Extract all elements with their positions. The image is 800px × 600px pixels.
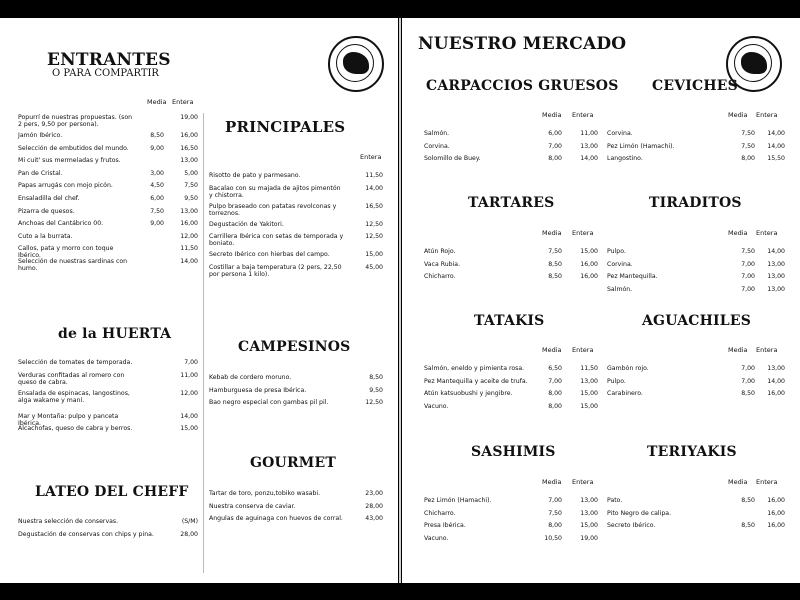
menu-item-price-entera: 15,00 [580, 522, 598, 530]
menu-item-row [424, 522, 599, 535]
section-title-aguachiles: AGUACHILES [642, 313, 752, 329]
gourmet-list [209, 490, 384, 528]
menu-item-name: Corvina. [607, 260, 633, 268]
menu-item-price-entera: 16,00 [180, 132, 198, 139]
menu-item-price-media: 8,50 [548, 260, 562, 268]
column-header-media: Media [728, 229, 748, 237]
menu-item-price: (S/M) [181, 518, 198, 525]
menu-item-name: Gambón rojo. [607, 365, 649, 372]
menu-item-name: Pulpo. [607, 377, 626, 385]
menu-item-row [209, 503, 384, 516]
menu-item-name: Degustación de conservas con chips y pina. [18, 530, 154, 538]
menu-item-price-entera: 13,00 [580, 497, 598, 504]
menu-item-name: Cuto a la burrata. [18, 232, 73, 240]
menu-item-price: 45,00 [365, 263, 383, 271]
menu-item-price-media: 8,00 [741, 155, 755, 163]
menu-item-name: Pez Mantequilla. [607, 273, 658, 281]
menu-item-price-entera: 11,50 [180, 245, 198, 253]
menu-item-name: Atún katsuobushi y jengibre. [424, 390, 513, 398]
menu-item-name: Vacuno. [424, 402, 449, 410]
menu-item-price-media: 7,50 [150, 207, 164, 215]
menu-item-row [607, 522, 785, 535]
section-title-principales: PRINCIPALES [225, 118, 346, 136]
menu-item-name: Pizarra de quesos. [18, 207, 75, 215]
menu-item-name: Chicharro. [424, 509, 456, 517]
menu-item-row [18, 170, 198, 183]
menu-item-price-media: 7,50 [741, 142, 755, 150]
menu-item-price-media: 7,50 [548, 509, 562, 517]
menu-item-price-entera: 16,50 [180, 144, 198, 152]
menu-item-row [18, 220, 198, 233]
column-header-entera: Entera [756, 478, 778, 486]
menu-item-name: Risotto de pato y parmesano. [209, 172, 301, 179]
menu-item-price-entera: 14,00 [767, 130, 785, 137]
menu-item-row [18, 233, 198, 246]
menu-item-price-media: 7,00 [741, 273, 755, 281]
menu-item-price-media: 6,00 [548, 130, 562, 137]
section-title-ceviches: CEVICHES [652, 78, 738, 94]
menu-item-name: Salmón, eneldo y pimienta rosa. [424, 365, 525, 372]
menu-item-price: 9,50 [369, 386, 383, 394]
menu-item-price-entera: 14,00 [580, 155, 598, 163]
menu-item-row [607, 378, 785, 391]
menu-item-name: Pulpo braseado con patatas revolconas y torreznos. [209, 202, 337, 217]
section-title-tartares: TARTARES [468, 195, 555, 211]
column-header-entera: Entera [572, 111, 594, 119]
menu-item-row [209, 185, 384, 203]
menu-item-row [209, 399, 384, 412]
menu-item-price-media: 8,50 [548, 273, 562, 281]
menu-item-price-media: 8,50 [741, 497, 755, 504]
menu-item-price-media: 8,00 [548, 522, 562, 530]
entrantes-list [18, 114, 198, 271]
menu-item-row [424, 390, 599, 403]
campesinos-list [209, 374, 384, 412]
column-header-media: Media [147, 98, 167, 106]
page-fold [399, 18, 401, 583]
menu-item-row [18, 208, 198, 221]
menu-item-price-media: 8,50 [741, 522, 755, 530]
menu-item-name: Corvina. [424, 142, 450, 150]
menu-item-price: 15,00 [180, 425, 198, 433]
menu-item-price-media: 7,00 [548, 142, 562, 150]
menu-item-name: Corvina. [607, 130, 633, 137]
menu-item-name: Papas arrugás con mojo picón. [18, 182, 113, 190]
section-title-tatakis: TATAKIS [474, 313, 545, 329]
menu-item-row [209, 251, 384, 264]
menu-item-price-entera: 14,00 [767, 142, 785, 150]
menu-item-price: 28,00 [180, 530, 198, 538]
menu-item-row [424, 273, 599, 286]
column-header-entera: Entera [172, 98, 194, 106]
menu-item-row [607, 143, 785, 156]
menu-item-name: Pez Limón (Hamachi). [424, 497, 492, 504]
menu-item-price-media: 9,00 [150, 220, 164, 228]
menu-item-price-media: 8,50 [150, 132, 164, 139]
menu-item-row [18, 182, 198, 195]
menu-item-row [607, 365, 785, 378]
menu-item-price-entera: 14,00 [767, 377, 785, 385]
menu-item-name: Degustación de Yakitori. [209, 220, 284, 228]
menu-item-row [209, 172, 384, 185]
menu-item-name: Mi cuit' sus mermeladas y frutos. [18, 157, 121, 165]
menu-item-name: Vacuno. [424, 534, 449, 542]
menu-item-row [607, 273, 785, 286]
menu-item-price-media: 7,00 [741, 260, 755, 268]
menu-item-name: Nuestra selección de conservas. [18, 518, 119, 525]
menu-item-row [18, 157, 198, 170]
menu-item-name: Salmón. [424, 130, 450, 137]
column-divider [203, 113, 204, 573]
tartares-list [424, 248, 599, 286]
menu-item-price-entera: 16,00 [767, 509, 785, 517]
menu-item-price-entera: 13,00 [180, 207, 198, 215]
menu-item-price-media: 7,00 [548, 497, 562, 504]
menu-item-name: Presa Ibérica. [424, 522, 466, 530]
menu-item-price-entera: 14,00 [767, 248, 785, 255]
menu-item-price-media: 7,50 [741, 130, 755, 137]
menu-item-row [18, 258, 198, 271]
menu-item-row [18, 413, 198, 426]
menu-item-name: Secreto Ibérico con hierbas del campo. [209, 251, 330, 259]
menu-item-row [209, 203, 384, 221]
menu-item-price: 12,00 [180, 389, 198, 397]
menu-item-price-media: 7,00 [548, 377, 562, 385]
menu-item-row [424, 510, 599, 523]
section-subtitle-entrantes: O PARA COMPARTIR [52, 68, 159, 79]
menu-item-price-entera: 16,00 [580, 260, 598, 268]
menu-item-price: 8,50 [369, 374, 383, 381]
menu-item-row [424, 143, 599, 156]
menu-item-name: Costillar a baja temperatura (2 pers, 22,50 por persona 1 kilo). [209, 263, 342, 278]
menu-item-name: Ensaladilla del chef. [18, 194, 80, 202]
menu-item-price-entera: 13,00 [580, 142, 598, 150]
menu-item-name: Jamón Ibérico. [18, 132, 63, 139]
menu-item-price: 14,00 [180, 412, 198, 420]
menu-item-name: Kebab de cordero moruno. [209, 374, 292, 381]
menu-item-row [607, 130, 785, 143]
menu-item-row [209, 264, 384, 287]
column-header-media: Media [728, 111, 748, 119]
menu-item-name: Salmón. [607, 285, 633, 293]
huerta-list [18, 359, 198, 438]
section-title-tiraditos: TIRADITOS [649, 195, 742, 211]
menu-item-name: Nuestra conserva de caviar. [209, 502, 296, 510]
menu-item-row [18, 359, 198, 372]
menu-page-right [402, 18, 800, 583]
menu-item-price-entera: 16,00 [767, 522, 785, 530]
menu-item-price-media: 7,00 [741, 285, 755, 293]
menu-item-name: Popurrí de nuestras propuestas. (son 2 pers, 9,50 por persona). [18, 114, 133, 129]
menu-item-price-entera: 16,00 [767, 497, 785, 504]
menu-item-price-entera: 12,00 [180, 232, 198, 240]
menu-item-price-entera: 19,00 [580, 534, 598, 542]
menu-item-price: 7,00 [184, 359, 198, 366]
menu-item-price: 12,50 [365, 220, 383, 228]
section-title-entrantes: ENTRANTES [47, 50, 171, 70]
menu-item-price: 12,50 [365, 399, 383, 407]
menu-item-price-entera: 15,50 [767, 155, 785, 163]
menu-item-name: Mar y Montaña: pulpo y panceta Ibérica. [18, 412, 119, 427]
lateo-list [18, 518, 198, 543]
menu-item-row [424, 130, 599, 143]
menu-item-name: Pan de Cristal. [18, 169, 63, 177]
menu-item-name: Hamburguesa de presa Ibérica. [209, 386, 307, 394]
restaurant-logo [328, 36, 384, 92]
menu-item-row [607, 286, 785, 299]
menu-item-price-entera: 13,00 [767, 273, 785, 281]
menu-item-price-entera: 13,00 [580, 377, 598, 385]
menu-item-row [209, 221, 384, 234]
menu-item-row [209, 515, 384, 528]
column-header-entera: Entera [756, 346, 778, 354]
column-header-entera: Entera [572, 229, 594, 237]
menu-item-name: Verduras confitadas al romero con queso de cabra. [18, 371, 125, 386]
column-header-entera: Entera [756, 111, 778, 119]
menu-item-price-entera: 9,50 [184, 194, 198, 202]
menu-item-name: Angulas de aguinaga con huevos de corral. [209, 515, 343, 523]
menu-item-price-entera: 13,00 [767, 260, 785, 268]
menu-item-name: Carrillera Ibérica con setas de temporada y boniato. [209, 233, 344, 248]
menu-item-price: 12,50 [365, 233, 383, 241]
menu-item-name: Anchoas del Cantábrico 00. [18, 220, 104, 228]
menu-item-price-entera: 19,00 [180, 114, 198, 121]
menu-item-name: Pulpo. [607, 248, 626, 255]
menu-item-row [18, 372, 198, 390]
menu-item-price-media: 7,50 [741, 248, 755, 255]
menu-item-price-media: 8,50 [741, 390, 755, 398]
menu-item-price-media: 4,50 [150, 182, 164, 190]
column-header-media: Media [542, 111, 562, 119]
menu-item-row [424, 497, 599, 510]
menu-item-row [18, 195, 198, 208]
menu-item-row [607, 390, 785, 403]
menu-item-row [209, 374, 384, 387]
menu-item-price-entera: 7,50 [184, 182, 198, 190]
menu-item-name: Solomillo de Buey. [424, 155, 481, 163]
menu-item-price: 11,50 [365, 172, 383, 179]
section-title-lateo: LATEO DEL CHEFF [35, 484, 189, 500]
menu-item-price: 28,00 [365, 502, 383, 510]
menu-item-row [18, 518, 198, 531]
carpaccios-list [424, 130, 599, 168]
menu-item-price-media: 7,50 [548, 248, 562, 255]
menu-item-name: Tartar de toro, ponzu,tobiko wasabi. [209, 490, 321, 497]
menu-item-price: 15,00 [365, 251, 383, 259]
menu-item-row [18, 132, 198, 145]
section-title-campesinos: CAMPESINOS [238, 339, 351, 355]
menu-item-price-media: 8,00 [548, 155, 562, 163]
menu-item-row [209, 233, 384, 251]
menu-item-name: Pato. [607, 497, 623, 504]
menu-item-price-media: 8,00 [548, 390, 562, 398]
menu-item-price-media: 8,00 [548, 402, 562, 410]
section-title-mercado: NUESTRO MERCADO [418, 34, 627, 54]
menu-item-price-entera: 13,00 [580, 509, 598, 517]
section-title-teriyakis: TERIYAKIS [647, 444, 737, 460]
menu-item-name: Atún Rojo. [424, 248, 456, 255]
menu-item-price-entera: 16,00 [767, 390, 785, 398]
sashimis-list [424, 497, 599, 547]
menu-item-row [18, 425, 198, 438]
menu-item-price: 23,00 [365, 490, 383, 497]
menu-item-price-media: 7,00 [741, 377, 755, 385]
menu-item-price-media: 10,50 [544, 534, 562, 542]
menu-item-name: Bao negro especial con gambas pil pil. [209, 399, 329, 407]
menu-item-name: Callos, pata y morro con toque Ibérico. [18, 245, 114, 260]
menu-item-name: Secreto Ibérico. [607, 522, 656, 530]
menu-item-row [209, 387, 384, 400]
menu-item-name: Ensalada de espinacas, langostinos, alga wakame y maní. [18, 389, 130, 404]
menu-page-left [0, 18, 398, 583]
menu-item-row [607, 248, 785, 261]
column-header-entera: Entera [756, 229, 778, 237]
ceviches-list [607, 130, 785, 168]
menu-item-price-entera: 13,00 [767, 365, 785, 372]
menu-item-name: Pez Mantequilla y aceite de trufa. [424, 377, 528, 385]
section-title-gourmet: GOURMET [250, 455, 336, 471]
menu-item-row [607, 497, 785, 510]
column-header-media: Media [542, 229, 562, 237]
column-header-entera: Entera [572, 346, 594, 354]
tatakis-list [424, 365, 599, 415]
menu-item-row [18, 145, 198, 158]
menu-item-price-entera: 15,00 [580, 390, 598, 398]
menu-item-name: Alcachofas, queso de cabra y berros. [18, 425, 133, 433]
menu-item-name: Vaca Rubia. [424, 260, 461, 268]
menu-item-price-entera: 16,00 [180, 220, 198, 228]
column-header-media: Media [728, 346, 748, 354]
menu-item-price-entera: 5,00 [184, 169, 198, 177]
menu-item-price: 11,00 [180, 371, 198, 379]
menu-item-price-entera: 11,50 [580, 365, 598, 372]
menu-item-name: Selección de embutidos del mundo. [18, 144, 129, 152]
menu-item-row [607, 261, 785, 274]
menu-item-price-entera: 15,00 [580, 248, 598, 255]
menu-item-name: Bacalao con su majada de ajitos pimentón y chistorra. [209, 184, 341, 199]
menu-item-row [209, 490, 384, 503]
column-header-media: Media [542, 478, 562, 486]
section-title-huerta: de la HUERTA [58, 326, 172, 342]
menu-item-row [424, 248, 599, 261]
menu-item-row [424, 261, 599, 274]
menu-item-row [424, 403, 599, 416]
menu-item-price-media: 6,50 [548, 365, 562, 372]
menu-item-price: 16,50 [365, 202, 383, 210]
column-header-entera: Entera [572, 478, 594, 486]
menu-item-row [424, 155, 599, 168]
menu-item-row [424, 365, 599, 378]
menu-item-name: Selección de tomates de temporada. [18, 359, 133, 366]
aguachiles-list [607, 365, 785, 403]
menu-item-row [18, 114, 198, 132]
menu-item-price-media: 3,00 [150, 169, 164, 177]
section-title-carpaccios: CARPACCIOS GRUESOS [426, 78, 619, 94]
menu-item-row [607, 155, 785, 168]
menu-item-price-entera: 15,00 [580, 402, 598, 410]
menu-item-row [18, 390, 198, 413]
menu-item-price-entera: 11,00 [580, 130, 598, 137]
section-title-sashimis: SASHIMIS [471, 444, 556, 460]
menu-item-row [18, 245, 198, 258]
principales-list [209, 172, 384, 287]
menu-item-row [424, 535, 599, 548]
menu-item-price-entera: 13,00 [767, 285, 785, 293]
menu-item-name: Pez Limón (Hamachi). [607, 142, 675, 150]
menu-item-price-entera: 14,00 [180, 257, 198, 265]
tiraditos-list [607, 248, 785, 298]
menu-item-price-media: 7,00 [741, 365, 755, 372]
menu-item-name: Selección de nuestras sardinas con humo. [18, 257, 128, 273]
column-header-media: Media [542, 346, 562, 354]
menu-item-name: Chicharro. [424, 273, 456, 281]
teriyakis-list [607, 497, 785, 535]
column-header-entera-principales: Entera [360, 153, 382, 161]
menu-item-price: 14,00 [365, 184, 383, 192]
menu-item-price-media: 6,00 [150, 194, 164, 202]
menu-item-row [607, 510, 785, 523]
column-header-media: Media [728, 478, 748, 486]
menu-item-price-media: 9,00 [150, 144, 164, 152]
menu-item-name: Langostino. [607, 155, 643, 163]
menu-item-row [424, 378, 599, 391]
menu-item-price: 43,00 [365, 515, 383, 523]
menu-item-price-entera: 16,00 [580, 273, 598, 281]
menu-item-name: Carabinero. [607, 390, 643, 398]
menu-item-row [18, 531, 198, 544]
menu-item-price-entera: 13,00 [180, 157, 198, 165]
menu-item-name: Pito Negro de calipa. [607, 509, 672, 517]
